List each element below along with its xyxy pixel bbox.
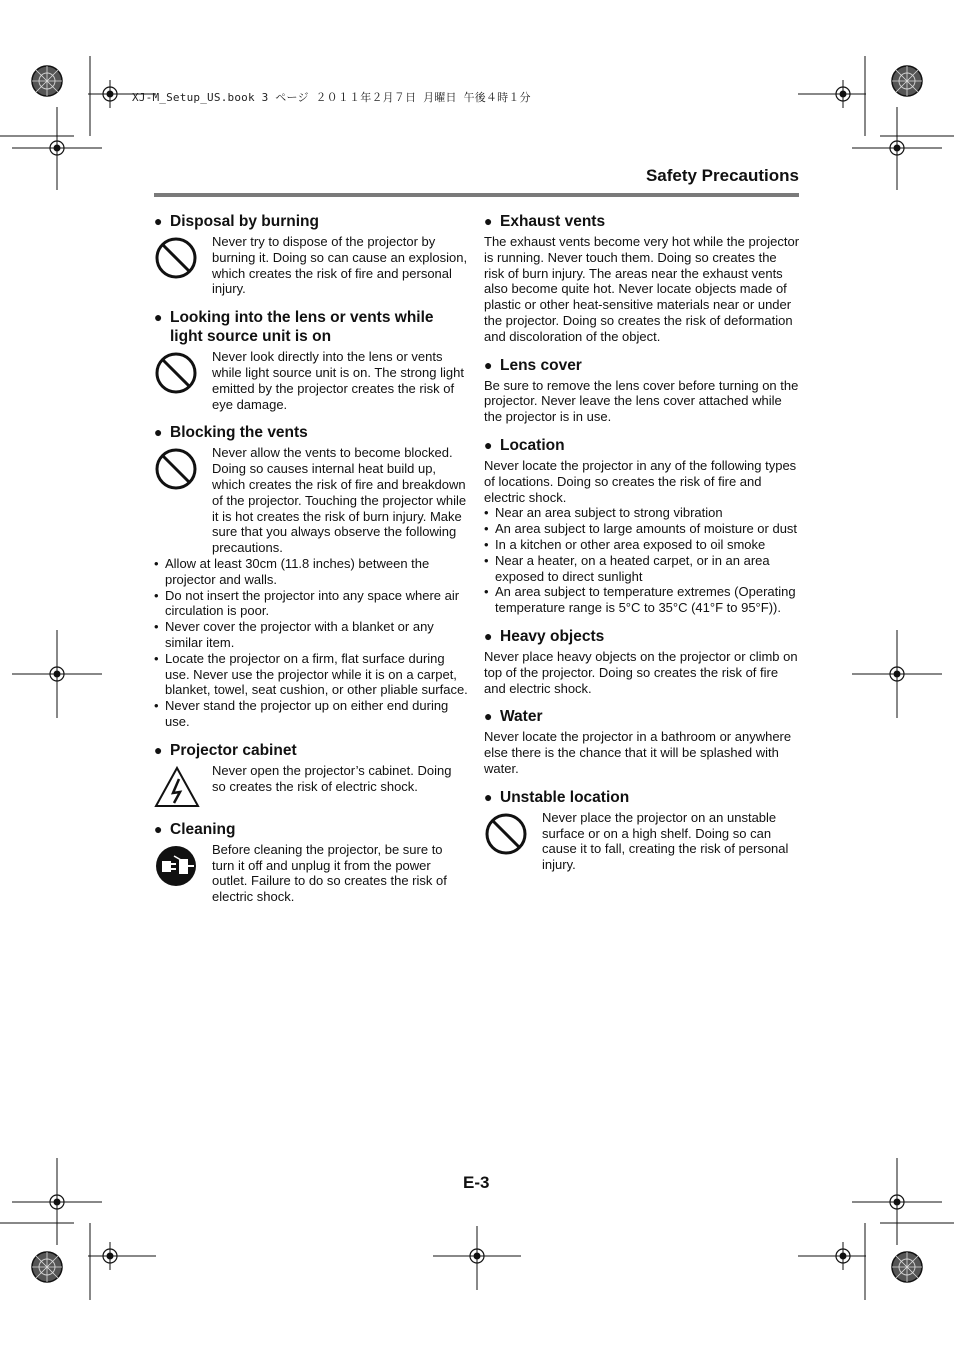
section-text: Never look directly into the lens or vents while light source unit is on. The strong light emitted by the projector creates the risk of eye damage. <box>212 349 464 412</box>
list-item: • In a kitchen or other area exposed to oil smoke <box>484 537 800 553</box>
section-heading: ● Lens cover <box>484 356 582 374</box>
section-unstable-location <box>484 788 800 873</box>
list-item: • Do not insert the projector into any space where air circulation is poor. <box>154 588 468 620</box>
page-number: E-3 <box>463 1173 490 1192</box>
list-item: • Never stand the projector up on either end during use. <box>154 698 468 730</box>
section-disposal <box>154 212 468 297</box>
section-heading: ● Unstable location <box>484 788 630 806</box>
section-heading: ● Water <box>484 708 543 726</box>
section-heading: ● Cleaning <box>154 820 236 838</box>
section-lens-cover <box>484 356 800 425</box>
unplug-icon <box>154 844 198 888</box>
page-title: Safety Precautions <box>645 166 799 185</box>
section-heading: ● Disposal by burning <box>154 213 319 230</box>
section-heading: ● Looking into the lens or vents while light source unit is on <box>154 309 434 346</box>
heading-bullet: ● <box>154 424 163 441</box>
section-text: The exhaust vents become very hot while the projector is running. Never touch them. Doing so creates the risk of burn injury. The areas near the exhaust vents also become quite hot. Never locate objects made of plastic or other heat-sensitive materials near or under the projector. Doing so creates the risk of deformation and discoloration of the object. <box>484 234 800 344</box>
list-item: • An area subject to large amounts of moisture or dust <box>484 521 800 537</box>
list-item: • An area subject to temperature extremes (Operating temperature range is 5°C to 35°C (41°F to 95°F)). <box>484 584 800 616</box>
list-item: • Allow at least 30cm (11.8 inches) between the projector and walls. <box>154 556 468 588</box>
heading-bullet: ● <box>154 309 163 326</box>
section-text: Never locate the projector in any of the following types of locations. Doing so creates the risk of fire and electric shock. <box>484 457 797 505</box>
heading-bullet: ● <box>154 213 163 229</box>
location-list <box>484 505 800 616</box>
section-text: Before cleaning the projector, be sure to turn it off and unplug it from the power outlet. Failure to do so creates the risk of electric shock. <box>212 841 447 905</box>
section-exhaust <box>484 212 800 345</box>
prohibition-icon <box>154 351 198 395</box>
section-heading: ● Location <box>484 436 565 454</box>
right-column <box>484 212 800 873</box>
prohibition-icon <box>154 447 198 491</box>
precaution-list <box>154 556 468 730</box>
section-heading: ● Blocking the vents <box>154 424 308 442</box>
heading-bullet: ● <box>154 741 163 758</box>
heading-bullet: ● <box>484 213 493 229</box>
header-rule <box>154 193 799 197</box>
electric-shock-warning-icon <box>154 765 198 809</box>
heading-bullet: ● <box>484 436 493 453</box>
section-text: Never try to dispose of the projector by burning it. Doing so can cause an explosion, which creates the risk of fire and personal injury. <box>212 234 468 297</box>
section-water <box>484 707 800 776</box>
section-heading: ● Heavy objects <box>484 627 605 645</box>
printer-info-line: XJ-M_Setup_US.book 3 ページ ２０１１年２月７日 月曜日 午後４時１分 <box>132 91 531 104</box>
prohibition-icon <box>154 236 198 280</box>
heading-bullet: ● <box>484 788 493 805</box>
section-cabinet <box>154 741 468 809</box>
section-looking <box>154 308 468 412</box>
section-text: Never allow the vents to become blocked. Doing so causes internal heat build up, which creates the risk of fire and breakdown of the projector. Touching the projector while it is hot creates the risk of burn injury. Make sure that you always observe the following precautions. <box>212 445 467 556</box>
section-blocking <box>154 423 468 729</box>
list-item: • Locate the projector on a firm, flat surface during use. Never use the projector while it is on a carpet, blanket, towel, seat cushion, or other pliable surface. <box>154 651 468 698</box>
section-text: Never place heavy objects on the projector or climb on top of the projector. Doing so creates the risk of fire and electric shock. <box>484 648 798 696</box>
section-text: Never place the projector on an unstable surface or on a high shelf. Doing so can cause it to fall, creating the risk of personal injury. <box>542 809 789 873</box>
prohibition-icon <box>484 812 528 856</box>
section-location <box>484 436 800 616</box>
section-text: Never open the projector’s cabinet. Doing so creates the risk of electric shock. <box>212 762 452 794</box>
section-text: Never locate the projector in a bathroom or anywhere else there is the chance that it will be splashed with water. <box>484 729 792 776</box>
section-heading: ● Exhaust vents <box>484 213 606 230</box>
list-item: • Near a heater, on a heated carpet, or in an area exposed to direct sunlight <box>484 553 800 585</box>
section-heavy-objects <box>484 627 800 696</box>
section-text: Be sure to remove the lens cover before turning on the projector. Never leave the lens cover attached while the projector is in use. <box>484 377 799 425</box>
list-item: • Near an area subject to strong vibration <box>484 505 800 521</box>
list-item: • Never cover the projector with a blanket or any similar item. <box>154 619 468 651</box>
heading-bullet: ● <box>484 708 493 725</box>
heading-bullet: ● <box>484 356 493 373</box>
section-cleaning <box>154 820 468 905</box>
left-column <box>154 212 468 905</box>
heading-bullet: ● <box>154 820 163 837</box>
section-heading: ● Projector cabinet <box>154 741 297 759</box>
heading-bullet: ● <box>484 627 493 644</box>
